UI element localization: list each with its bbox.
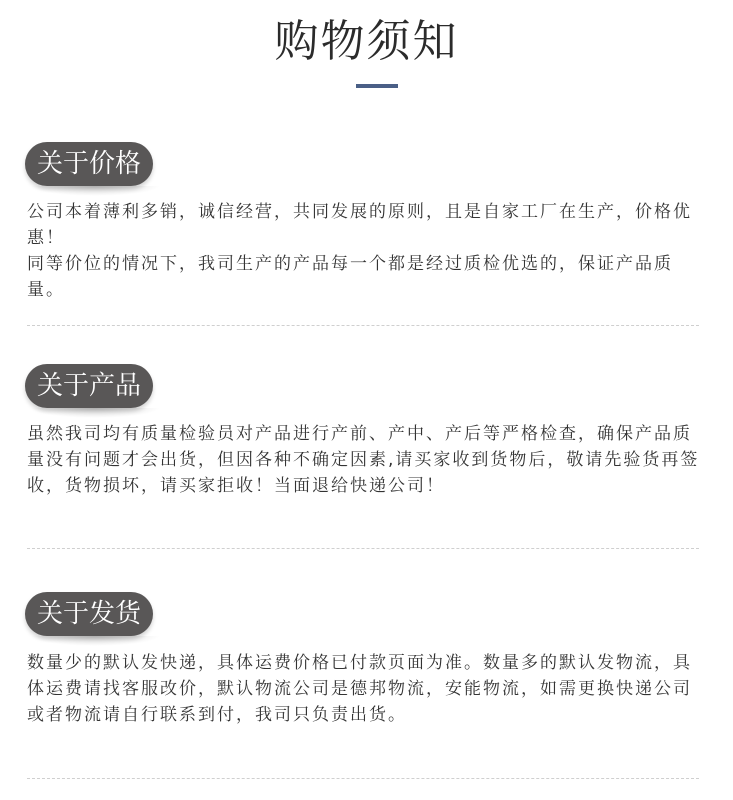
page-title: 购物须知 bbox=[274, 16, 459, 67]
paragraph: 同等价位的情况下，我司生产的产品每一个都是经过质检优选的，保证产品质量。 bbox=[27, 254, 673, 300]
heading-shadow bbox=[30, 408, 160, 418]
heading-shadow bbox=[30, 636, 160, 646]
paragraph: 虽然我司均有质量检验员对产品进行产前、产中、产后等严格检查，确保产品质量没有问题才会出货，但因各种不确定因素,请买家收到货物后，敬请先验货再签收，货物损坏，请买家拒收！当面退给快递公司！ bbox=[27, 424, 700, 496]
section-heading: 关于价格 bbox=[25, 142, 153, 186]
section-body bbox=[27, 199, 707, 303]
section-heading: 关于发货 bbox=[25, 592, 153, 636]
paragraph: 数量少的默认发快递，具体运费价格已付款页面为准。数量多的默认发物流，具体运费请找客服改价，默认物流公司是德邦物流，安能物流，如需更换快递公司或者物流请自行联系到付，我司只负责出货。 bbox=[27, 653, 692, 725]
title-underline bbox=[356, 84, 398, 88]
paragraph: 公司本着薄利多销，诚信经营，共同发展的原则，且是自家工厂在生产，价格优惠！ bbox=[27, 202, 692, 248]
section-body bbox=[27, 650, 707, 728]
section-divider bbox=[27, 548, 699, 549]
section-divider bbox=[27, 325, 699, 326]
section-body bbox=[27, 421, 707, 499]
section-divider bbox=[27, 778, 699, 779]
heading-shadow bbox=[30, 186, 160, 196]
section-heading: 关于产品 bbox=[25, 364, 153, 408]
